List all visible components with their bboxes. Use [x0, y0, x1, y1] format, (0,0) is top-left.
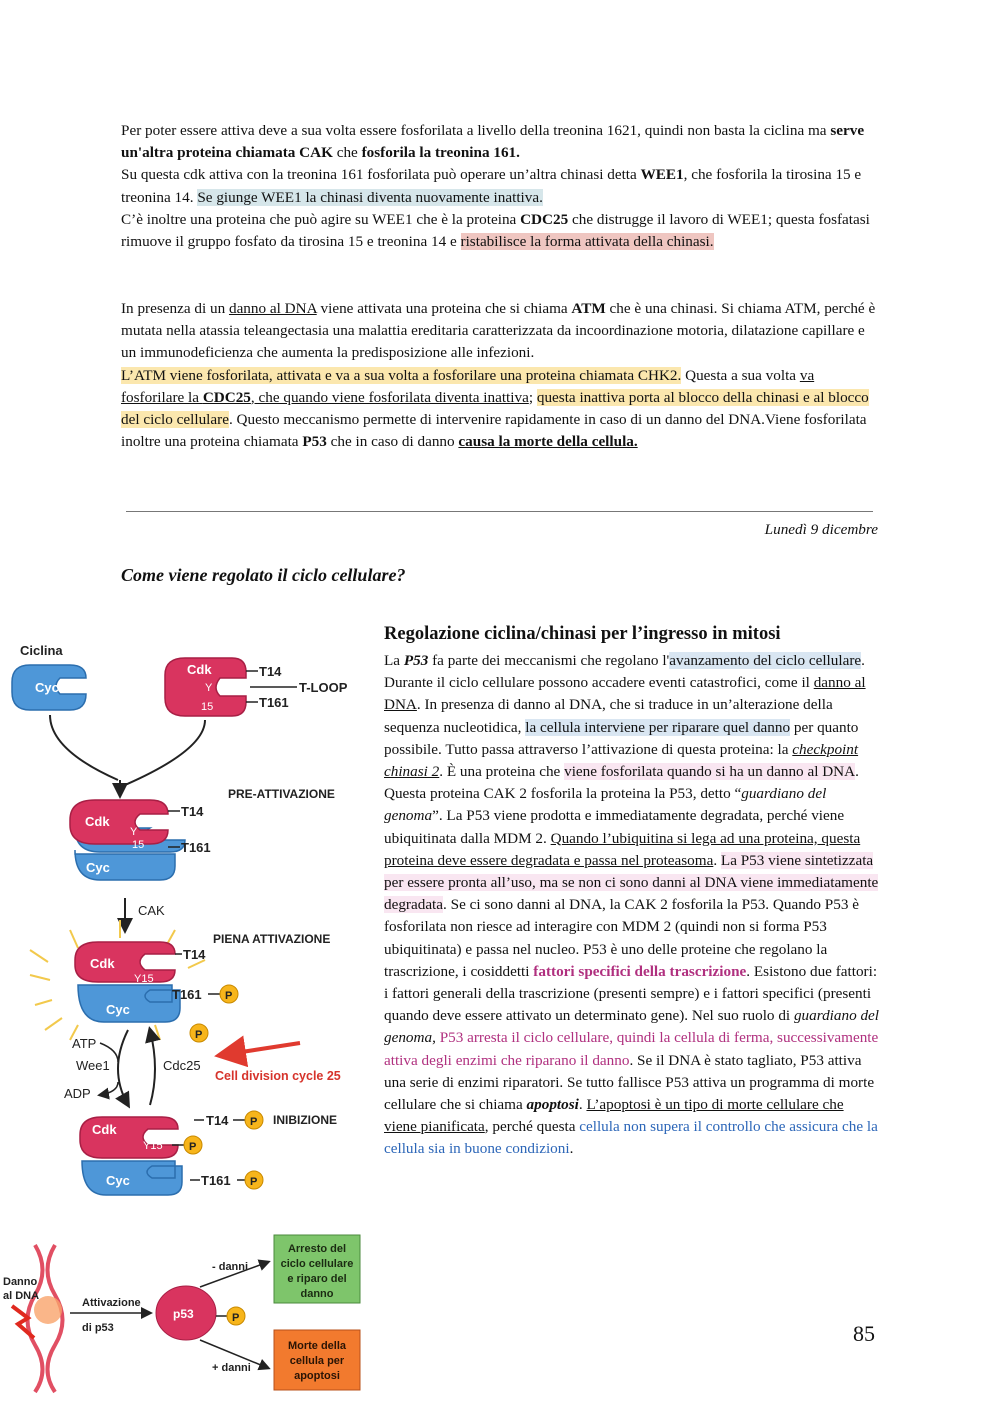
right-column-text: [384, 622, 879, 1161]
underlined-text: Quando l’ubiquitina si lega ad una proteina, questa proteina deve essere degradata e passa nel proteasoma: [384, 829, 861, 869]
subsection-title: Regolazione ciclina/chinasi per l’ingresso in mitosi: [384, 624, 781, 644]
cdk-label: Cdk: [85, 814, 110, 829]
text: La: [384, 652, 404, 669]
highlight-text: L’ATM viene fosforilata, attivata e va a sua volta a fosforilare una proteina chiamata CHK2.: [121, 366, 682, 384]
adp-label: ADP: [64, 1086, 91, 1101]
cak-label: CAK: [138, 903, 165, 918]
text: che in caso di danno: [326, 433, 459, 451]
apoptosis-line-2: cellula per: [289, 1355, 345, 1367]
body-paragraph: [384, 650, 879, 1161]
paragraph-cak: [121, 120, 876, 253]
arrest-line-2: ciclo cellulare: [280, 1258, 354, 1270]
cyc-label: Cyc: [35, 680, 59, 695]
purple-bold-text: fattori specifici della trascrizione: [533, 962, 747, 980]
text: Questa a sua volta: [681, 366, 800, 384]
plus-danni-label: + danni: [212, 1362, 251, 1374]
cell-cycle-diagram: [0, 630, 370, 1400]
bold-text: WEE1: [640, 166, 684, 184]
text: ”. La P53 viene prodotta e immediatamente degradata, perché viene ubiquitinata dalla MDM 2.: [384, 807, 845, 847]
p-label: P: [250, 1116, 258, 1128]
t14-label: T14: [206, 1113, 229, 1128]
cdk-label: Cdk: [90, 956, 115, 971]
text: , che fosforila la tirosina 15 e treonina 14.: [121, 166, 862, 206]
highlight-text: viene fosforilata quando si ha un danno al DNA: [564, 763, 856, 781]
p-label: P: [189, 1141, 197, 1153]
t14-label: T14: [259, 664, 282, 679]
highlight-text: la cellula interviene per riparare quel danno: [525, 718, 791, 736]
text: .: [578, 1096, 587, 1114]
attivazione-label: Attivazione: [82, 1297, 141, 1309]
p-label: P: [232, 1312, 240, 1324]
text: . In presenza di danno al DNA, che si traduce in un’alterazione della sequenza nucleotidica,: [384, 696, 833, 736]
section-title: Come viene regolato il ciclo cellulare?: [121, 565, 406, 585]
text: .: [713, 851, 721, 869]
adp-arrow: [100, 1082, 118, 1095]
cyc-label: Cyc: [106, 1173, 130, 1188]
bold-underlined-text: causa la morte della cellula.: [458, 433, 638, 451]
blue-text: cellula non supera il controllo che assicura che la cellula sia in buone condizioni: [384, 1118, 878, 1158]
underlined-text: va fosforilare la: [121, 366, 815, 406]
tloop-label: T-LOOP: [299, 680, 348, 695]
text: .: [569, 1140, 574, 1158]
arrest-line-4: danno: [300, 1288, 334, 1300]
horizontal-divider: [126, 511, 873, 512]
text: Su questa cdk attiva con la treonina 161 fosforilata può operare un’altra chinasi detta: [121, 166, 641, 184]
cyclin-shape: [82, 1161, 182, 1195]
text: per quanto possibile. Tutto passa attraverso l’attivazione di questa proteina: la: [384, 718, 859, 758]
text: che distrugge il lavoro di WEE1; questa fosfatasi rimuove il gruppo fosfato da tirosina 15 e treonina 14 e: [121, 210, 870, 251]
text: . Se il DNA è stato tagliato, P53 attiva una serie di enzimi riparatori. Se tutto fallisce P53 attiva un programma di morte cellulare che si chiama: [384, 1051, 875, 1114]
highlight-text: ristabilisce la forma attivata della chinasi.: [460, 233, 714, 251]
cdk-label: Cdk: [187, 662, 212, 677]
wee1-arrow: [118, 1030, 128, 1105]
arrest-line-3: e riparo del: [287, 1273, 347, 1285]
y-label: Y: [130, 826, 138, 838]
underlined-text: L’apoptosi è un tipo di morte cellulare che viene pianificata: [384, 1096, 844, 1136]
italic-underlined-text: checkpoint chinasi 2: [384, 740, 859, 781]
apoptosis-line-3: apoptosi: [294, 1370, 340, 1382]
highlight-text: Se giunge WEE1 la chinasi diventa nuovamente inattiva.: [197, 188, 543, 206]
text: . Se ci sono danni al DNA, la CAK 2 fosforila la P53. Quando P53 è fosforilata non riesce ad interagire con MDM 2 (quindi non si forma P53 ubiquitinata) e passa nel nucleo. P53 è uno delle proteine che regolano la trascrizione, i cosiddetti: [384, 896, 859, 980]
cyc-label: Cyc: [86, 860, 110, 875]
cdc25-arrow: [150, 1030, 155, 1105]
pre-attivazione-label: PRE-ATTIVAZIONE: [228, 787, 335, 801]
t161-label: T161: [259, 695, 289, 710]
bold-text: ATM: [571, 300, 606, 317]
t161-label: T161: [181, 840, 211, 855]
arrest-line-1: Arresto del: [287, 1243, 347, 1255]
p-label: P: [250, 1176, 258, 1188]
arrow-line: [125, 720, 205, 785]
bold-text: fosforila la treonina 161.: [361, 144, 520, 162]
paragraph-atm: [121, 298, 876, 453]
cyc-label: Cyc: [106, 1002, 130, 1017]
n15-label: 15: [201, 701, 214, 713]
attivazione-label-2: di p53: [82, 1322, 114, 1334]
italic-text: guardiano del genoma: [384, 785, 827, 825]
y-label: Y: [205, 682, 213, 694]
t14-label: T14: [181, 804, 204, 819]
page-number: 85: [853, 1321, 875, 1346]
underlined-text: danno al DNA: [384, 674, 866, 714]
apoptosis-line-1: Morte della: [287, 1340, 347, 1352]
date-label: Lunedì 9 dicembre: [764, 521, 878, 538]
ciclina-label: Ciclina: [20, 643, 63, 658]
p53-label: p53: [173, 1307, 194, 1321]
text: ;: [528, 388, 537, 406]
text: che è una chinasi. Si chiama ATM, perché è mutata nella atassia teleangectasia una malattia ereditaria caratterizzata da incoordinazione motoria, dilatazione capillare e un immunodeficienza che aumenta la predisposizione alle infezioni.: [121, 300, 876, 362]
text: . Durante il ciclo cellulare possono accadere eventi catastrofici, come il: [384, 652, 865, 692]
text: fa parte dei meccanismi che regolano l': [428, 652, 670, 669]
highlight-text: avanzamento del ciclo cellulare: [669, 652, 862, 669]
bold-underlined-text: CDC25: [202, 388, 251, 406]
red-pointer-arrow: [222, 1043, 300, 1055]
t161-label: T161: [172, 987, 202, 1002]
cdc25-label: Cdc25: [163, 1058, 201, 1073]
dna-helix-icon: [12, 1245, 63, 1392]
wee1-label: Wee1: [76, 1058, 110, 1073]
bold-text: CDC25: [520, 210, 569, 228]
text: . Questa proteina CAK 2 fosforila la proteina la P53, detto “: [384, 763, 859, 803]
bold-italic-text: apoptosi: [526, 1096, 579, 1114]
text: In presenza di un: [121, 300, 229, 317]
danno-label-2: al DNA: [3, 1290, 40, 1302]
underlined-text: , che quando viene fosforilata diventa inattiva: [250, 388, 529, 406]
text: . Esistono due fattori: i fattori generali della trascrizione (presenti sempre) e i fattori specifici (presenti quando deve essere attivato un determinato gene). Nel suo ruolo di: [384, 962, 878, 1025]
y15-label: Y15: [134, 973, 154, 985]
highlight-text: questa inattiva porta al blocco della chinasi e al blocco del ciclo cellulare: [121, 388, 869, 429]
p-label: P: [195, 1029, 203, 1041]
cdk-label: Cdk: [92, 1122, 117, 1137]
t161-label: T161: [201, 1173, 231, 1188]
cdc-note-label: Cell division cycle 25: [215, 1069, 341, 1083]
text: C’è inoltre una proteina che può agire su WEE1 che è la proteina: [121, 210, 521, 228]
danno-label: Danno: [3, 1276, 38, 1288]
bold-text: serve un'altra proteina chiamata CAK: [121, 122, 865, 162]
atp-label: ATP: [72, 1036, 97, 1051]
text: Per poter essere attiva deve a sua volta essere fosforilata a livello della treonina 1621, quindi non basta la ciclina ma: [121, 122, 831, 139]
text: . È una proteina che: [439, 763, 565, 781]
highlight-text: La P53 viene sintetizzata per essere pronta all’uso, ma se non ci sono danni al DNA viene immediatamente degradata: [384, 851, 879, 914]
bold-text: P53: [302, 433, 327, 451]
piena-attivazione-label: PIENA ATTIVAZIONE: [213, 932, 331, 946]
inibizione-label: INIBIZIONE: [273, 1113, 338, 1127]
bold-italic-text: P53: [403, 652, 429, 669]
text: viene attivata una proteina che si chiama: [316, 300, 572, 317]
text: . Questo meccanismo permette di intervenire rapidamente in caso di un danno del DNA.Viene fosforilata inoltre una proteina chiamata: [121, 411, 867, 451]
t14-label: T14: [183, 947, 206, 962]
text: che: [332, 144, 362, 162]
n15-label: 15: [132, 839, 145, 851]
p-label: P: [225, 990, 233, 1002]
minus-danni-label: - danni: [212, 1261, 249, 1273]
y15-label: Y15: [143, 1140, 163, 1152]
purple-text: P53 arresta il ciclo cellulare, quindi la cellula di ferma, successivamente attiva degli enzimi che riparano il danno: [384, 1029, 879, 1069]
italic-text: guardiano del genoma: [384, 1007, 880, 1047]
arrow-line: [50, 715, 118, 780]
text: , perché questa: [484, 1118, 580, 1136]
text: ,: [432, 1029, 440, 1047]
underlined-text: danno al DNA: [228, 300, 317, 317]
